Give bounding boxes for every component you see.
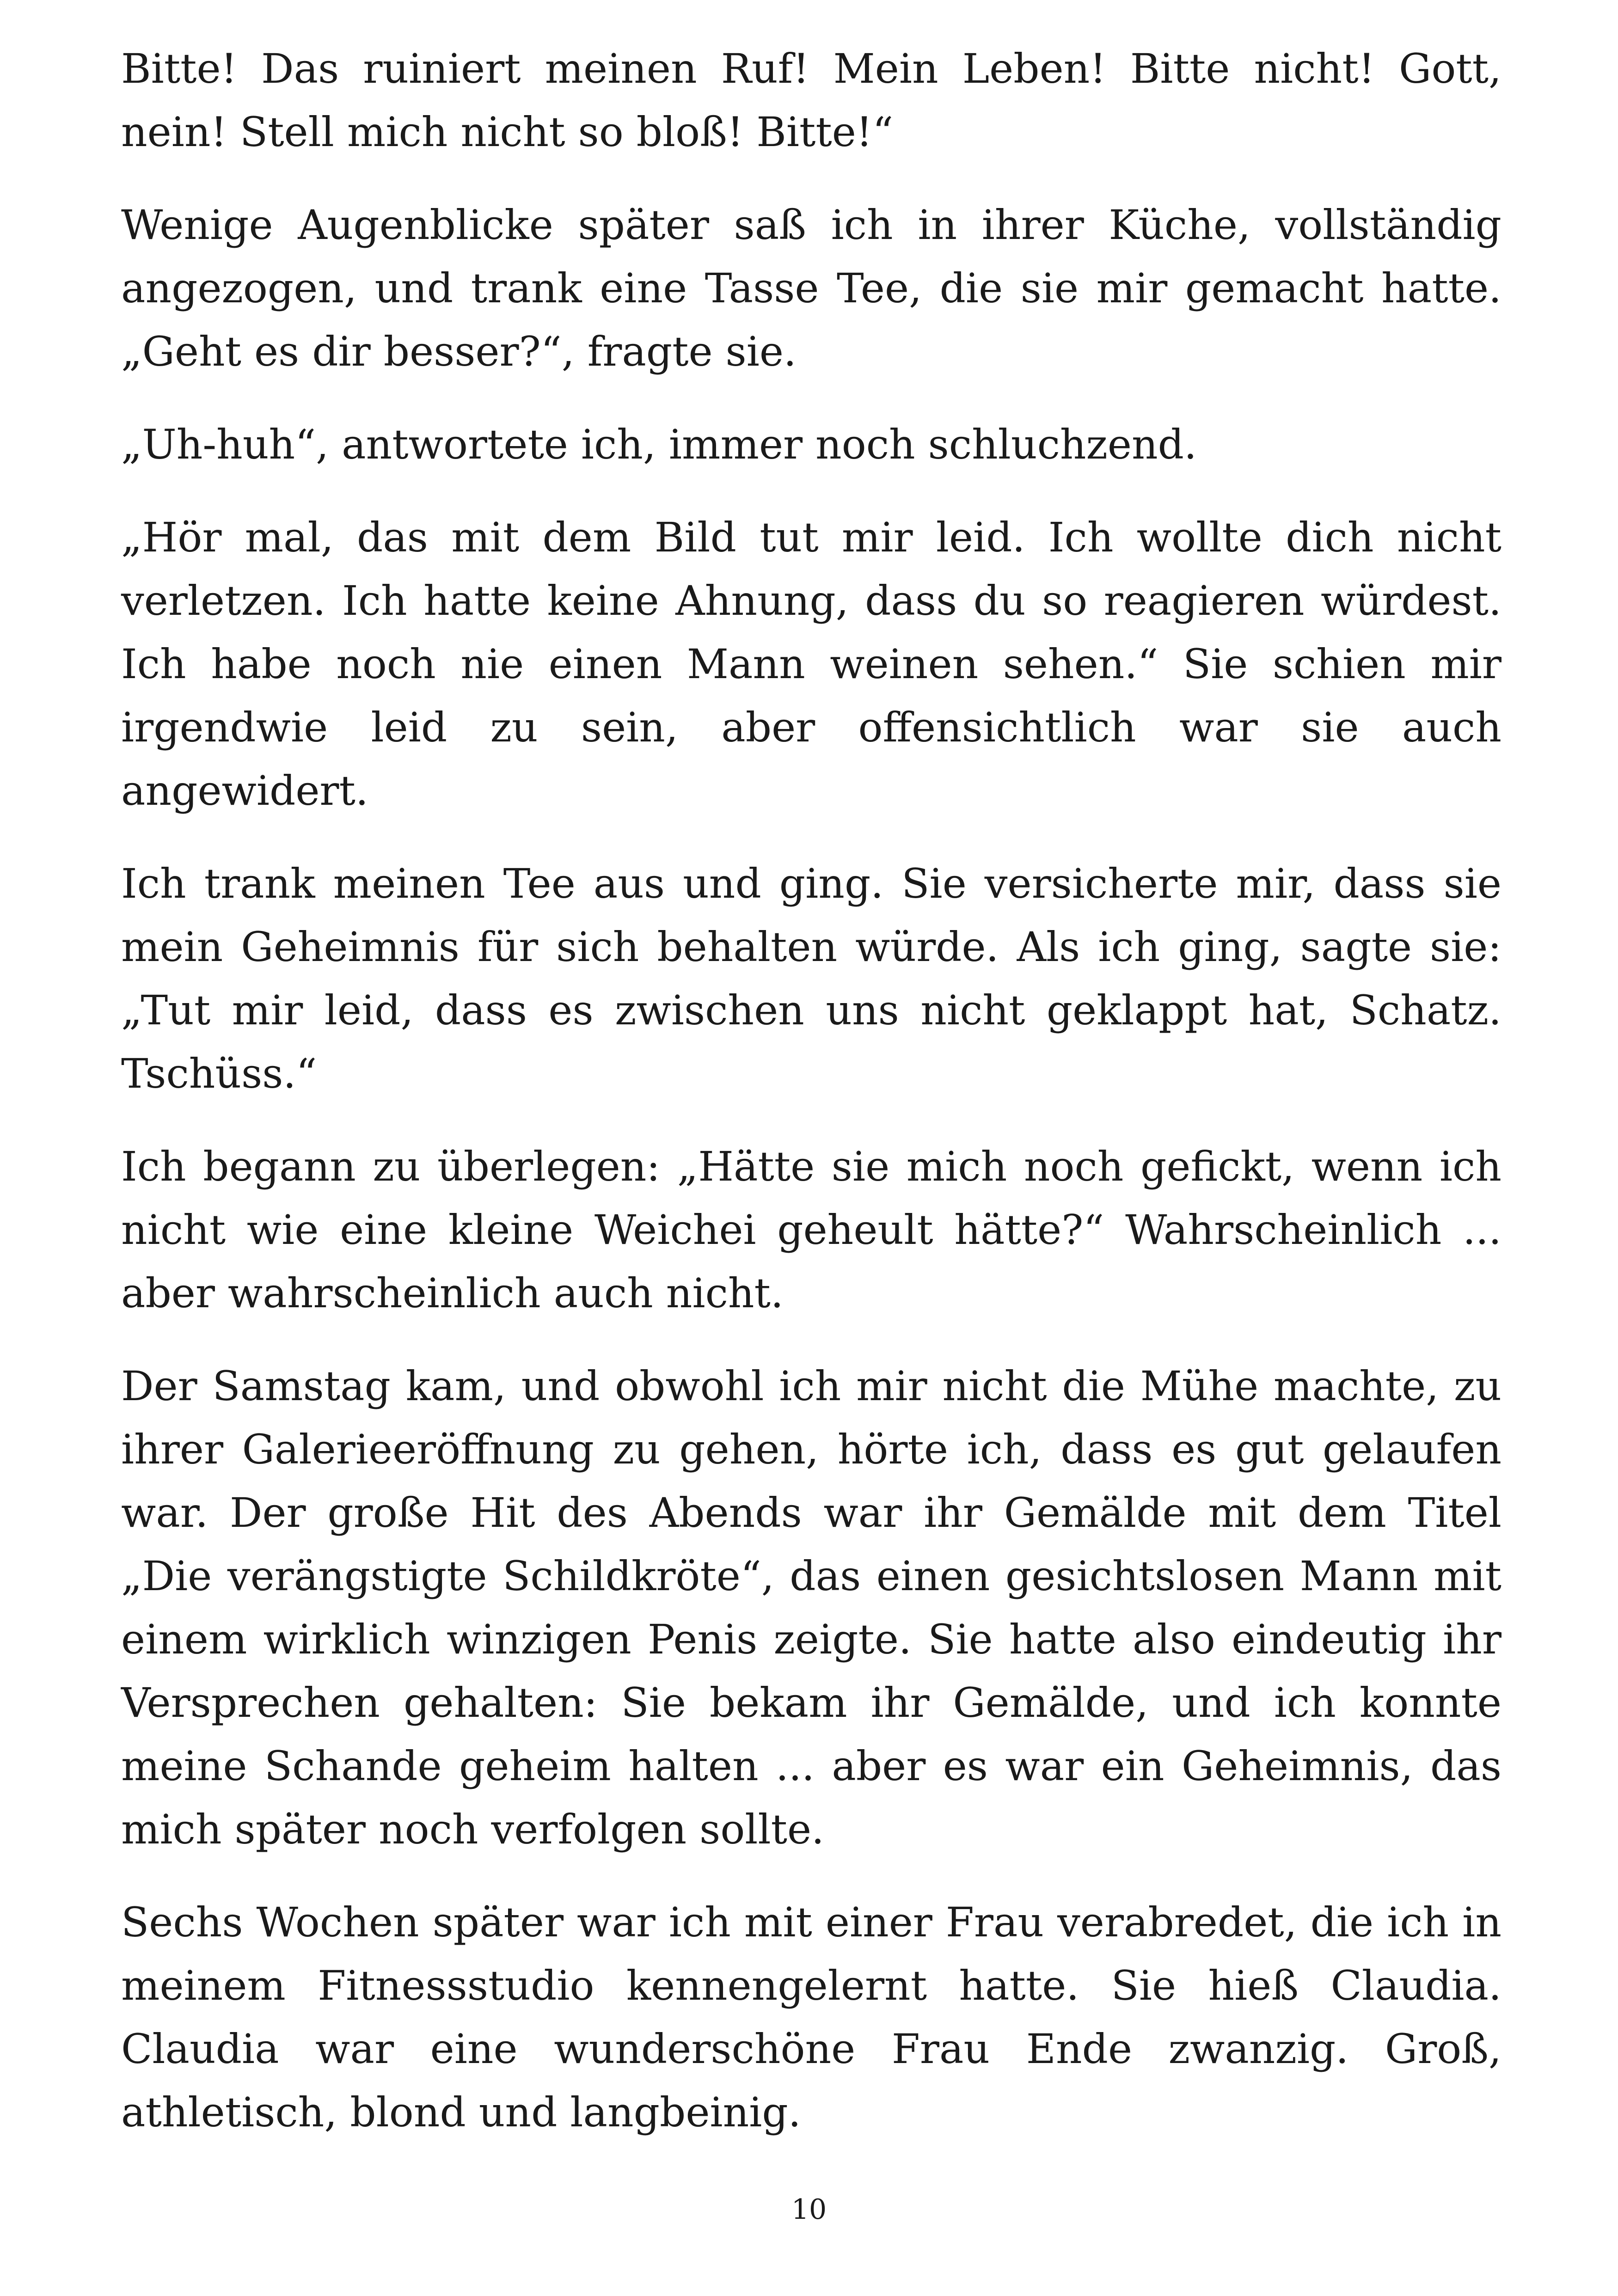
paragraph: „Uh-huh“, antwortete ich, immer noch schluchzend. bbox=[121, 421, 1197, 468]
paragraph: Der Samstag kam, und obwohl ich mir nicht die Mühe machte, zu ihrer Galerieeröffnung zu gehen, hörte ich, dass es gut gelaufen war. Der große Hit des Abends war ihr Gemälde mit dem Titel „Die verängstigte Schildkröte“, das einen gesichtslosen Mann mit einem wirklich winzigen Penis zeigte. Sie hatte also eindeutig ihr Versprechen gehalten: Sie bekam ihr Gemälde, und ich konnte meine Schande geheim halten ... aber es war ein Geheimnis, das mich später noch verfolgen sollte. bbox=[121, 1362, 1502, 1853]
paragraph: Bitte! Das ruiniert meinen Ruf! Mein Leben! Bitte nicht! Gott, nein! Stell mich nicht so bloß! Bitte!“ bbox=[121, 45, 1502, 156]
paragraph: Sechs Wochen später war ich mit einer Frau verabredet, die ich in meinem Fitnessstudio kennengelernt hatte. Sie hieß Claudia. Claudia war eine wunderschöne Frau Ende zwanzig. Groß, athletisch, blond und langbeinig. bbox=[121, 1898, 1502, 2136]
text-column bbox=[121, 37, 1502, 2174]
paragraph: Ich begann zu überlegen: „Hätte sie mich noch gefickt, wenn ich nicht wie eine kleine Weichei geheult hätte?“ Wahrscheinlich ... aber wahrscheinlich auch nicht. bbox=[121, 1143, 1502, 1317]
paragraph: Ich trank meinen Tee aus und ging. Sie versicherte mir, dass sie mein Geheimnis für sich behalten würde. Als ich ging, sagte sie: „Tut mir leid, dass es zwischen uns nicht geklappt hat, Schatz. Tschüss.“ bbox=[121, 860, 1502, 1097]
paragraph: „Hör mal, das mit dem Bild tut mir leid. Ich wollte dich nicht verletzen. Ich hatte keine Ahnung, dass du so reagieren würdest. Ich habe noch nie einen Mann weinen sehen.“ Sie schien mir irgendwie leid zu sein, aber offensichtlich war sie auch angewidert. bbox=[121, 514, 1502, 814]
page-number: 10 bbox=[791, 2193, 827, 2226]
paragraph: Wenige Augenblicke später saß ich in ihrer Küche, vollständig angezogen, und trank eine Tasse Tee, die sie mir gemacht hatte. „Geht es dir besser?“, fragte sie. bbox=[121, 201, 1502, 375]
